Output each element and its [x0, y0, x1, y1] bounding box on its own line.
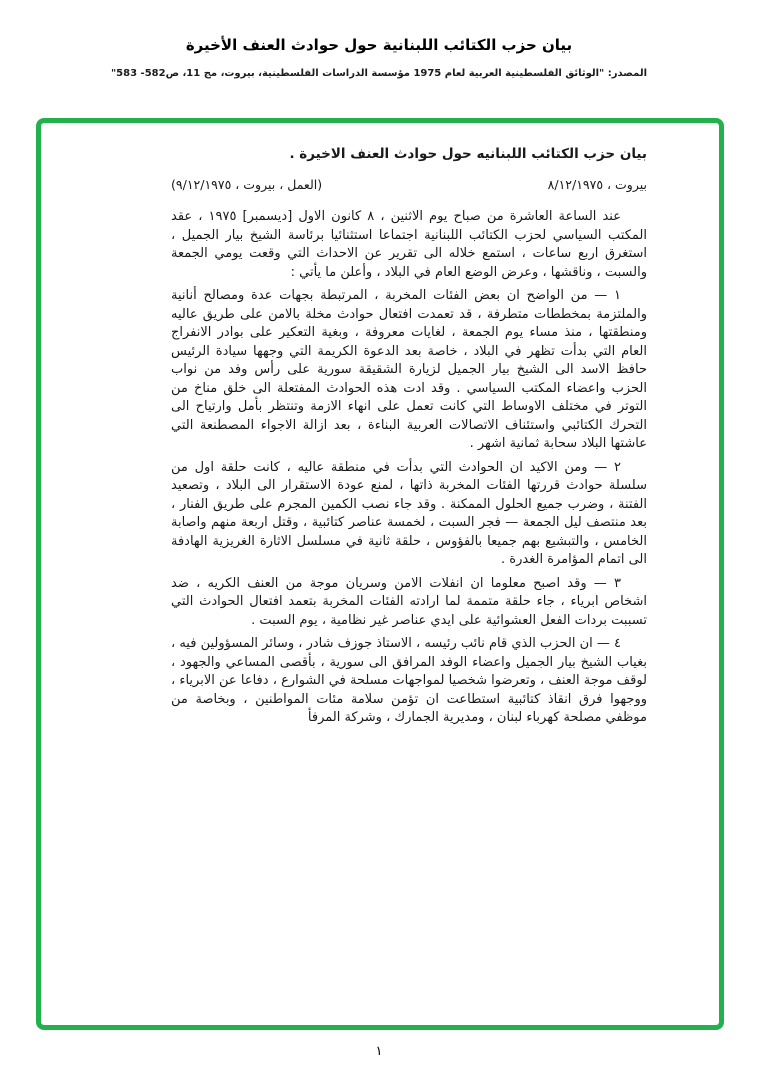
document-paragraph-2: ٢ — ومن الاكيد ان الحوادث التي بدأت في منطقة عاليه ، كانت حلقة اول من سلسلة حوادث قررتها الفئات المخربة ذاتها ، لمنع عودة الاستقرار الى البلاد ، وتصعيد الفتنة ، وضرب جميع الحلول الممكنة . وقد جاء نصب الكمين المجرم على طريق الفنار ، بعد منتصف ليل الجمعة — فجر السبت ، لخمسة عناصر كتائبية ، وقتل اربعة منهم واصابة الخامس ، والتبشيع بهم جميعا بالفؤوس ، حلقة ثانية في مسلسل الاثارة الغريزية الهادفة الى اتمام المؤامرة الغدرة .	[171, 459, 647, 567]
page-number: ١	[375, 1044, 383, 1059]
document-paragraph-intro: عند الساعة العاشرة من صباح يوم الاثنين ، ٨ كانون الاول [ديسمبر] ١٩٧٥ ، عقد المكتب السياسي لحزب الكتائب اللبنانية اجتماعا استثنائيا برئاسة الشيخ بيار الجميل ، استغرق اربع ساعات ، استمع خلاله الى تقرير عن الاحداث التي وقعت يومي الجمعة والسبت ، وناقشها ، وعرض الوضع العام في البلاد ، وأعلن ما يأتي :	[171, 209, 647, 280]
document-paragraph-3: ٣ — وقد اصبح معلوما ان انفلات الامن وسريان موجة من العنف الكريه ، ضد اشخاص ابرياء ، جاء حلقة متممة لما ارادته الفئات المخربة بتعمد افتعال الحوادث التي تسببت بردات الفعل العشوائية على ايدي عناصر غير نظامية ، يوم السبت .	[171, 575, 647, 628]
dateline-source: (العمل ، بيروت ، ٩/١٢/١٩٧٥)	[171, 176, 323, 192]
page-header	[0, 0, 758, 79]
scan-content	[41, 123, 719, 751]
dateline	[171, 176, 647, 195]
page-title: بيان حزب الكتائب اللبنانية حول حوادث العنف الأخيرة	[185, 36, 573, 54]
dateline-place-date: بيروت ، ٨/١٢/١٩٧٥	[547, 176, 647, 192]
document-title: بيان حزب الكتائب اللبنانيه حول حوادث العنف الاخيرة .	[289, 146, 647, 162]
document-paragraph-4: ٤ — ان الحزب الذي قام نائب رئيسه ، الاستاذ جوزف شادر ، وسائر المسؤولين فيه ، بغياب الشيخ بيار الجميل واعضاء الوفد المرافق الى سورية ، بأقصى المساعي والجهود ، لوقف موجة العنف ، وتعرضوا شخصيا لمواجهات مسلحة في الشوارع ، دفاعا عن الابرياء ، ووجهوا فرق انقاذ كتائبية استطاعت ان تؤمن سلامة مئات المواطنين ، وبخاصة من موظفي مصلحة كهرباء لبنان ، ومديرية الجمارك ، وشركة المرفأ	[171, 636, 647, 725]
scan-frame	[36, 118, 724, 1030]
source-line: المصدر: "الوثائق الفلسطينية العربية لعام 1975 مؤسسة الدراسات الفلسطينية، بيروت، مج 11، ص582- 583"	[110, 68, 648, 79]
document-paragraph-1: ١ — من الواضح ان بعض الفئات المخربة ، المرتبطة بجهات عدة ومصالح أنانية والملتزمة بمخططات متطرفة ، قد تعمدت افتعال حوادث مخلة بالامن على طريق عاليه ومنطقتها ، منذ مساء يوم الجمعة ، لغايات معروفة ، وبغية التعكير على بوادر الانفراج العام التي بدأت تظهر في البلاد ، خاصة بعد الدعوة الكريمة التي وجهها سيادة الرئيس حافظ الاسد الى الشيخ بيار الجميل لزيارة الشقيقة سورية على رأس وفد من نواب الحزب واعضاء المكتب السياسي . وقد ادت هذه الحوادث المفتعلة الى خلق مناخ من التوتر في مختلف الاوساط التي كانت تعمل على انهاء الازمة وتنتظر بأمل وارتياح الى التحرك الكتائبي واستئناف الاتصالات العربية البناءة ، بعد ازالة الاجواء المصطنعة التي عاشتها البلاد سحابة ثمانية اشهر .	[171, 288, 647, 451]
